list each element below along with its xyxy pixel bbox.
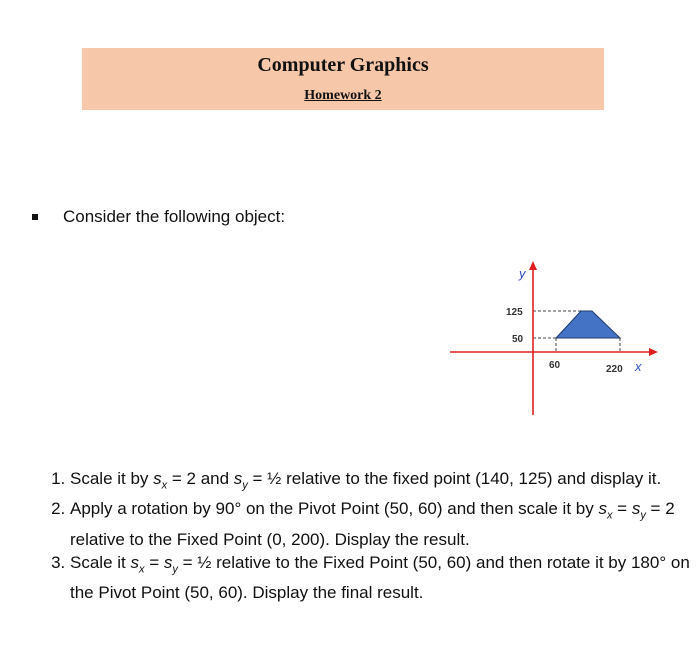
square-bullet-icon — [32, 214, 38, 220]
task-item-1: 1. Scale it by $s_x = 2$ and $s_y$ = ½ relative to the fixed point (140, 125) and display it. — [70, 467, 700, 497]
task-item-3: 3. Scale it $s_x = s_y$ = ½ relative to the Fixed Point (50, 60) and then rotate it by 180° on the Pivot Point (50, 60). Display the final result. — [70, 551, 700, 604]
x-axis-arrow — [649, 348, 658, 356]
trapezoid-shape — [556, 311, 620, 338]
y-axis-label: y — [519, 266, 526, 281]
y-tick-125: 125 — [506, 307, 523, 318]
x-axis-label: x — [635, 359, 642, 374]
document-subtitle: Homework 2 — [304, 88, 382, 103]
y-tick-50: 50 — [512, 334, 524, 345]
object-figure — [440, 255, 680, 425]
document-title: Computer Graphics — [257, 54, 429, 76]
title-banner — [82, 48, 604, 110]
x-tick-220: 220 — [606, 364, 623, 375]
intro-text: Consider the following object: — [63, 207, 286, 226]
task-list — [40, 467, 700, 604]
x-tick-60: 60 — [549, 360, 561, 371]
intro-bullet — [32, 207, 285, 227]
y-axis-arrow — [529, 261, 537, 270]
task-item-2: 2. Apply a rotation by 90° on the Pivot Point (50, 60) and then scale it by $s_x = s_y = 2$ relative to the Fixed Point (0, 200). Display the result. — [70, 497, 700, 550]
